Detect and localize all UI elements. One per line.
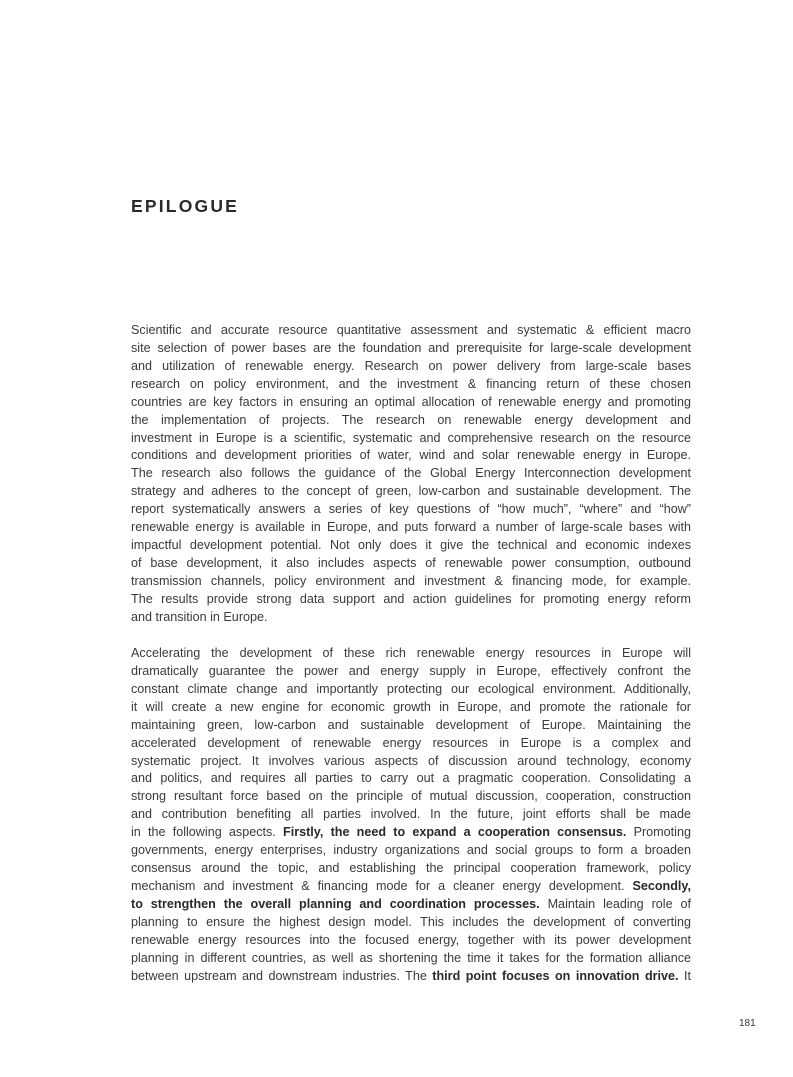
text-line — [131, 681, 691, 699]
text-span: consensus around the topic, and establishing the principal cooperation framework, policy — [131, 861, 691, 876]
text-span: The results provide strong data support and action guidelines for promoting energy reform — [131, 591, 691, 606]
text-span: dramatically guarantee the power and energy supply in Europe, effectively confront the — [131, 663, 691, 678]
text-line — [131, 465, 691, 483]
text-span: maintaining green, low-carbon and sustainable development of Europe. Maintaining the — [131, 717, 691, 732]
text-line — [131, 412, 691, 430]
text-line — [131, 358, 691, 376]
text-line — [131, 878, 691, 896]
text-span: Maintain leading role of — [539, 896, 691, 911]
text-span: investment in Europe is a scientific, systematic and comprehensive research on the resource — [131, 430, 691, 445]
text-line — [131, 501, 691, 519]
text-line — [131, 932, 691, 950]
text-line — [131, 430, 691, 448]
text-span: Accelerating the development of these rich renewable energy resources in Europe will — [131, 646, 691, 660]
text-span: mechanism and investment & financing mode for a cleaner energy development. — [131, 878, 633, 893]
text-span: transmission channels, policy environment and investment & financing mode, for example. — [131, 573, 691, 588]
text-span: and utilization of renewable energy. Research on power delivery from large-scale bases — [131, 358, 691, 373]
text-line — [131, 322, 691, 340]
text-span: site selection of power bases are the foundation and prerequisite for large-scale development — [131, 340, 691, 355]
text-span: impactful development potential. Not only does it give the technical and economic indexes — [131, 538, 691, 553]
text-line — [131, 788, 691, 806]
text-line — [131, 699, 691, 717]
page-number: 181 — [739, 1018, 756, 1029]
text-line — [131, 483, 691, 501]
text-span: planning in different countries, as well as shortening the time it takes for the formation alliance — [131, 950, 691, 965]
text-span: the implementation of projects. The research on renewable energy development and — [131, 412, 691, 427]
text-line — [131, 447, 691, 465]
text-line — [131, 609, 691, 627]
text-line — [131, 753, 691, 771]
text-span: It — [678, 968, 691, 983]
text-line — [131, 340, 691, 358]
bold-text: to strengthen the overall planning and coordination processes. — [131, 896, 540, 911]
text-line — [131, 914, 691, 932]
text-line — [131, 896, 691, 914]
body-paragraph-2 — [131, 645, 691, 986]
text-span: Promoting — [626, 825, 691, 840]
text-span: Scientific and accurate resource quantitative assessment and systematic & efficient macro — [131, 323, 691, 337]
text-line — [131, 735, 691, 753]
text-line — [131, 645, 691, 663]
text-span: renewable energy resources into the focused energy, together with its power development — [131, 932, 691, 947]
text-line — [131, 806, 691, 824]
bold-text: Firstly, the need to expand a cooperation consensus. — [283, 825, 627, 840]
text-span: planning to ensure the highest design model. This includes the development of converting — [131, 914, 691, 929]
bold-text: third point focuses on innovation drive. — [432, 968, 679, 983]
text-line — [131, 537, 691, 555]
text-span: and politics, and requires all parties to carry out a pragmatic cooperation. Consolidating a — [131, 771, 691, 786]
text-line — [131, 950, 691, 968]
text-line — [131, 573, 691, 591]
text-span: governments, energy enterprises, industry organizations and social groups to form a broaden — [131, 843, 691, 858]
text-span: strong resultant force based on the principle of mutual discussion, cooperation, construction — [131, 789, 691, 804]
body-paragraph-1 — [131, 322, 691, 627]
text-span: systematic project. It involves various aspects of discussion around technology, economy — [131, 753, 691, 768]
text-span: between upstream and downstream industries. The — [131, 968, 433, 983]
text-span: research on policy environment, and the investment & financing return of these chosen — [131, 376, 691, 391]
text-line — [131, 824, 691, 842]
text-line — [131, 770, 691, 788]
text-span: and transition in Europe. — [131, 609, 268, 624]
text-line — [131, 394, 691, 412]
text-line — [131, 842, 691, 860]
text-span: conditions and development priorities of water, wind and solar renewable energy in Europe. — [131, 448, 691, 463]
text-line — [131, 591, 691, 609]
text-span: constant climate change and importantly protecting our ecological environment. Additionally, — [131, 681, 691, 696]
text-span: countries are key factors in ensuring an optimal allocation of renewable energy and promoting — [131, 394, 691, 409]
text-span: renewable energy is available in Europe, and puts forward a number of large-scale bases with — [131, 520, 691, 535]
text-line — [131, 376, 691, 394]
text-span: it will create a new engine for economic growth in Europe, and promote the rationale for — [131, 699, 691, 714]
text-span: The research also follows the guidance of the Global Energy Interconnection development — [131, 466, 691, 481]
text-line — [131, 663, 691, 681]
text-line — [131, 968, 691, 986]
text-span: and contribution benefiting all parties involved. In the future, joint efforts shall be made — [131, 807, 691, 822]
text-span: report systematically answers a series of key questions of “how much”, “where” and “how” — [131, 502, 691, 517]
text-span: strategy and adheres to the concept of green, low-carbon and sustainable development. The — [131, 484, 691, 499]
text-line — [131, 519, 691, 537]
text-line — [131, 555, 691, 573]
text-span: in the following aspects. — [131, 825, 284, 840]
page-title: EPILOGUE — [131, 196, 240, 216]
text-line — [131, 860, 691, 878]
text-line — [131, 717, 691, 735]
bold-text: Secondly, — [632, 878, 691, 893]
text-span: of base development, it also includes aspects of renewable power consumption, outbound — [131, 555, 691, 570]
text-span: accelerated development of renewable energy resources in Europe is a complex and — [131, 735, 691, 750]
